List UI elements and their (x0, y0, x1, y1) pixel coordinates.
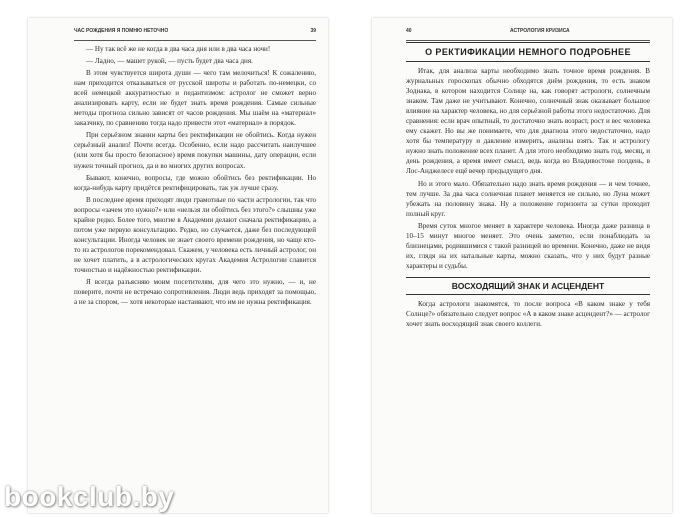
right-page (372, 18, 672, 513)
left-body-text (74, 44, 316, 307)
book-gutter (340, 18, 360, 513)
right-body-text (406, 66, 650, 329)
left-running-head (74, 28, 316, 41)
paragraph: Но и этого мало. Обязательно надо знать время рождения — и чем точнее, тем лучше. За два часа солнечная планет меняется не сильно, но Луна может убежать на половину знака. Ну а положение горизонта за сутки проходит полный круг. (406, 179, 650, 218)
paragraph: — Ладно, — машет рукой, — пусть будет два часа дня. (86, 57, 253, 66)
left-page (28, 18, 328, 513)
left-running-head-text: ЧАС РОЖДЕНИЯ Я ПОМНЮ НЕТОЧНО (74, 28, 169, 34)
paragraph: В этом чувствуется широта души — чего там мелочиться! К сожалению, нам приходится отказываться от русской широты и работать по-немецки, со всей немецкой аккуратностью и педантизмом: астролог не сможет верно анализировать карту, если не будет знать время рождения. Самые сильные методы прогноза сильно зависят от часов рождения. Мы шаём на «материал» заказчику, по сравнению тогда надо привести этот «материал» в порядок. (74, 69, 316, 128)
left-page-number: 39 (310, 28, 316, 34)
right-running-head-text: АСТРОЛОГИЯ КРИЗИСА (510, 28, 570, 34)
paragraph: Я всегда разъясняю моим посетителям, для чего это нужно, — и, не поверите, почти не встречаю сопротивления. Люди ведь приходят за помощью, а не за спором, — хотя некоторые настаивают, что им не нужна ректификация. (74, 278, 316, 307)
subheading: ВОСХОДЯЩИЙ ЗНАК И АСЦЕНДЕНТ (406, 277, 650, 295)
section-title: О РЕКТИФИКАЦИИ НЕМНОГО ПОДРОБНЕЕ (406, 42, 650, 62)
paragraph: При серьёзном знании карты без ректификации не обойтись. Когда нужен серьёзный анализ! Почти всегда. Особенно, если надо рассчитать наилучшее (или хотя бы просто безопасное) время покупки машины, дату операции, если нужен точный прогноз, да и во многих других вопросах. (74, 131, 316, 170)
paragraph: Время суток многое меняет в характере человека. Иногда даже разница в 10–15 минут многое меняет. Это очень заметно, если понаблюдать за близнецами, родившимися с такой разницей во времени. Конечно, даже не видя их, глядя на их натальные карты, можно сказать, что у них будут разные характеры и судьбы. (406, 221, 650, 270)
paragraph: Когда астрологи знакомятся, то после вопроса «В каком знаке у тебя Солнце?» обязательно следует вопрос «А в каком знаке асцендент?» — астролог хочет знать восходящий знак своего коллеги. (406, 299, 651, 329)
right-running-head (406, 28, 650, 41)
paragraph: В последнее время приходят люди грамотные по части астрологии, так что вопросы «зачем это нужно?» или «нельзя ли обойтись без этого?» слышны уже крайне редко. Более того, многие в Академии делают сначала ректификацию, а потом уже первую консультацию. Редко, но случается, даже без последующей консультации. Иногда человек не знает своего времени рождения, но чаще кто-то из астрологов порекомендовал. Скажем, у человека есть личный астролог, он не хочет платить, а в астрологических кругах Академия Астрологии славится точностью и надёжностью ректификации. (74, 195, 316, 274)
paragraph: — Ну так всё же не когда в два часа дня или в два часа ночи! (86, 45, 271, 53)
paragraph: Итак, для анализа карты необходимо знать точное время рождения. В журнальных гороскопах обычно обходятся днём рождения, то есть знаком Зодиака, в котором находится Солнце на, как говорят астрологи, солнечным знаком. Там даже не учитывают. Конечно, солнечный знак оказывает большое влияние на характер человека, но для серьёзной работы этого недостаточно. Для сравнения: если врач опытный, то достаточно знать возраст, рост и вес человека ему скажет. Но вы же понимаете, что для диагноза этого недостаточно, надо хотя бы температуру и давление измерить, анализы взять. Так и астрологу нужно знать положение всех планет. А для этого необходимо знать год, месяц, и день рождения, а время имеет смысл, ведь когда во Владивостоке полдень, в Лос-Анджелесе ещё вечер предыдущего дня. (406, 67, 650, 176)
right-page-number: 40 (406, 28, 412, 34)
site-watermark: bookclub.by (4, 481, 175, 512)
paragraph: Бывают, конечно, вопросы, где можно обойтись без ректификации. Но когда-нибудь карту придётся ректифицировать, так уж лучше сразу. (74, 173, 316, 192)
